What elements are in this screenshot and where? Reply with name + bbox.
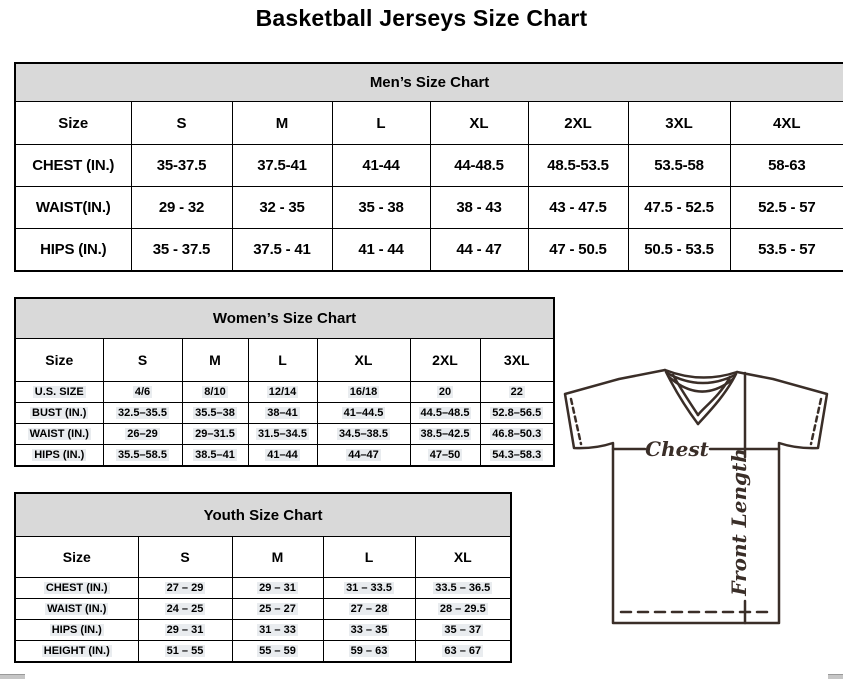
cell: 38–41 — [248, 403, 317, 424]
cell: 41 - 44 — [332, 229, 430, 272]
column-header: S — [138, 537, 232, 578]
cell: 20 — [410, 382, 480, 403]
front-length-label: Front Length — [727, 448, 751, 596]
cell: 12/14 — [248, 382, 317, 403]
cell: 31 – 33.5 — [323, 578, 415, 599]
cell: 38.5–42.5 — [410, 424, 480, 445]
cell: 47–50 — [410, 445, 480, 467]
column-header: M — [232, 537, 323, 578]
cell: 51 – 55 — [138, 641, 232, 663]
womens-size-table — [14, 297, 553, 467]
cell: 50.5 - 53.5 — [628, 229, 730, 272]
column-header: 4XL — [730, 102, 843, 145]
scrollbar-fragment-right[interactable] — [828, 674, 843, 679]
row-label: WAIST (IN.) — [15, 424, 103, 445]
row-label: HIPS (IN.) — [15, 229, 131, 272]
cell: 55 – 59 — [232, 641, 323, 663]
row-label: CHEST (IN.) — [15, 578, 138, 599]
column-header: 2XL — [528, 102, 628, 145]
cell: 27 – 29 — [138, 578, 232, 599]
cell: 16/18 — [317, 382, 410, 403]
cell: 41–44.5 — [317, 403, 410, 424]
cell: 35 - 38 — [332, 187, 430, 229]
table-row — [15, 229, 843, 272]
row-label: WAIST (IN.) — [15, 599, 138, 620]
jersey-outline — [565, 370, 827, 623]
jersey-measurement-diagram — [555, 360, 843, 660]
cell: 37.5 - 41 — [232, 229, 332, 272]
cell: 58-63 — [730, 145, 843, 187]
column-header: XL — [430, 102, 528, 145]
cell: 29–31.5 — [182, 424, 248, 445]
column-header: 2XL — [410, 339, 480, 382]
column-header: S — [103, 339, 182, 382]
youth-size-table — [14, 492, 510, 663]
cell: 32.5–35.5 — [103, 403, 182, 424]
column-header: Size — [15, 339, 103, 382]
cell: 28 – 29.5 — [415, 599, 511, 620]
cell: 33.5 – 36.5 — [415, 578, 511, 599]
table-row — [15, 445, 554, 467]
column-header: S — [131, 102, 232, 145]
column-header: 3XL — [480, 339, 554, 382]
cell: 4/6 — [103, 382, 182, 403]
cell: 31 – 33 — [232, 620, 323, 641]
cell: 8/10 — [182, 382, 248, 403]
table-row — [15, 403, 554, 424]
cell: 35 – 37 — [415, 620, 511, 641]
cell: 44.5–48.5 — [410, 403, 480, 424]
row-label: CHEST (IN.) — [15, 145, 131, 187]
cell: 41-44 — [332, 145, 430, 187]
column-header: XL — [317, 339, 410, 382]
table-row — [15, 578, 511, 599]
scrollbar-fragment-left[interactable] — [0, 674, 25, 679]
cell: 38.5–41 — [182, 445, 248, 467]
cell: 47.5 - 52.5 — [628, 187, 730, 229]
column-header: M — [182, 339, 248, 382]
cell: 38 - 43 — [430, 187, 528, 229]
cell: 44 - 47 — [430, 229, 528, 272]
chest-label: Chest — [645, 437, 709, 461]
cell: 63 – 67 — [415, 641, 511, 663]
row-label: HIPS (IN.) — [15, 620, 138, 641]
cell: 59 – 63 — [323, 641, 415, 663]
row-label: HIPS (IN.) — [15, 445, 103, 467]
cell: 52.5 - 57 — [730, 187, 843, 229]
table-row — [15, 599, 511, 620]
table-row — [15, 424, 554, 445]
column-header: 3XL — [628, 102, 730, 145]
column-header: Size — [15, 537, 138, 578]
cell: 22 — [480, 382, 554, 403]
page-title: Basketball Jerseys Size Chart — [255, 5, 588, 31]
column-header: XL — [415, 537, 511, 578]
cell: 29 - 32 — [131, 187, 232, 229]
row-label: U.S. SIZE — [15, 382, 103, 403]
cell: 46.8–50.3 — [480, 424, 554, 445]
cell: 47 - 50.5 — [528, 229, 628, 272]
cell: 35 - 37.5 — [131, 229, 232, 272]
cell: 53.5 - 57 — [730, 229, 843, 272]
cell: 26–29 — [103, 424, 182, 445]
column-header: L — [332, 102, 430, 145]
cell: 43 - 47.5 — [528, 187, 628, 229]
cell: 44-48.5 — [430, 145, 528, 187]
cell: 44–47 — [317, 445, 410, 467]
cell: 41–44 — [248, 445, 317, 467]
table-row — [15, 187, 843, 229]
cell: 35-37.5 — [131, 145, 232, 187]
row-label: HEIGHT (IN.) — [15, 641, 138, 663]
column-header: Size — [15, 102, 131, 145]
table-title: Women’s Size Chart — [15, 298, 554, 339]
cell: 37.5-41 — [232, 145, 332, 187]
column-header: M — [232, 102, 332, 145]
table-row — [15, 382, 554, 403]
cell: 53.5-58 — [628, 145, 730, 187]
cell: 32 - 35 — [232, 187, 332, 229]
cell: 35.5–38 — [182, 403, 248, 424]
cell: 25 – 27 — [232, 599, 323, 620]
cell: 33 – 35 — [323, 620, 415, 641]
table-title: Youth Size Chart — [15, 493, 511, 537]
cell: 24 – 25 — [138, 599, 232, 620]
cell: 52.8–56.5 — [480, 403, 554, 424]
column-header: L — [248, 339, 317, 382]
table-row — [15, 641, 511, 663]
table-row — [15, 620, 511, 641]
cell: 27 – 28 — [323, 599, 415, 620]
cell: 29 – 31 — [138, 620, 232, 641]
cell: 31.5–34.5 — [248, 424, 317, 445]
row-label: BUST (IN.) — [15, 403, 103, 424]
cell: 29 – 31 — [232, 578, 323, 599]
mens-size-table — [14, 62, 828, 272]
table-row — [15, 145, 843, 187]
column-header: L — [323, 537, 415, 578]
cell: 34.5–38.5 — [317, 424, 410, 445]
row-label: WAIST(IN.) — [15, 187, 131, 229]
table-title: Men’s Size Chart — [15, 63, 843, 102]
cell: 54.3–58.3 — [480, 445, 554, 467]
cell: 48.5-53.5 — [528, 145, 628, 187]
cell: 35.5–58.5 — [103, 445, 182, 467]
